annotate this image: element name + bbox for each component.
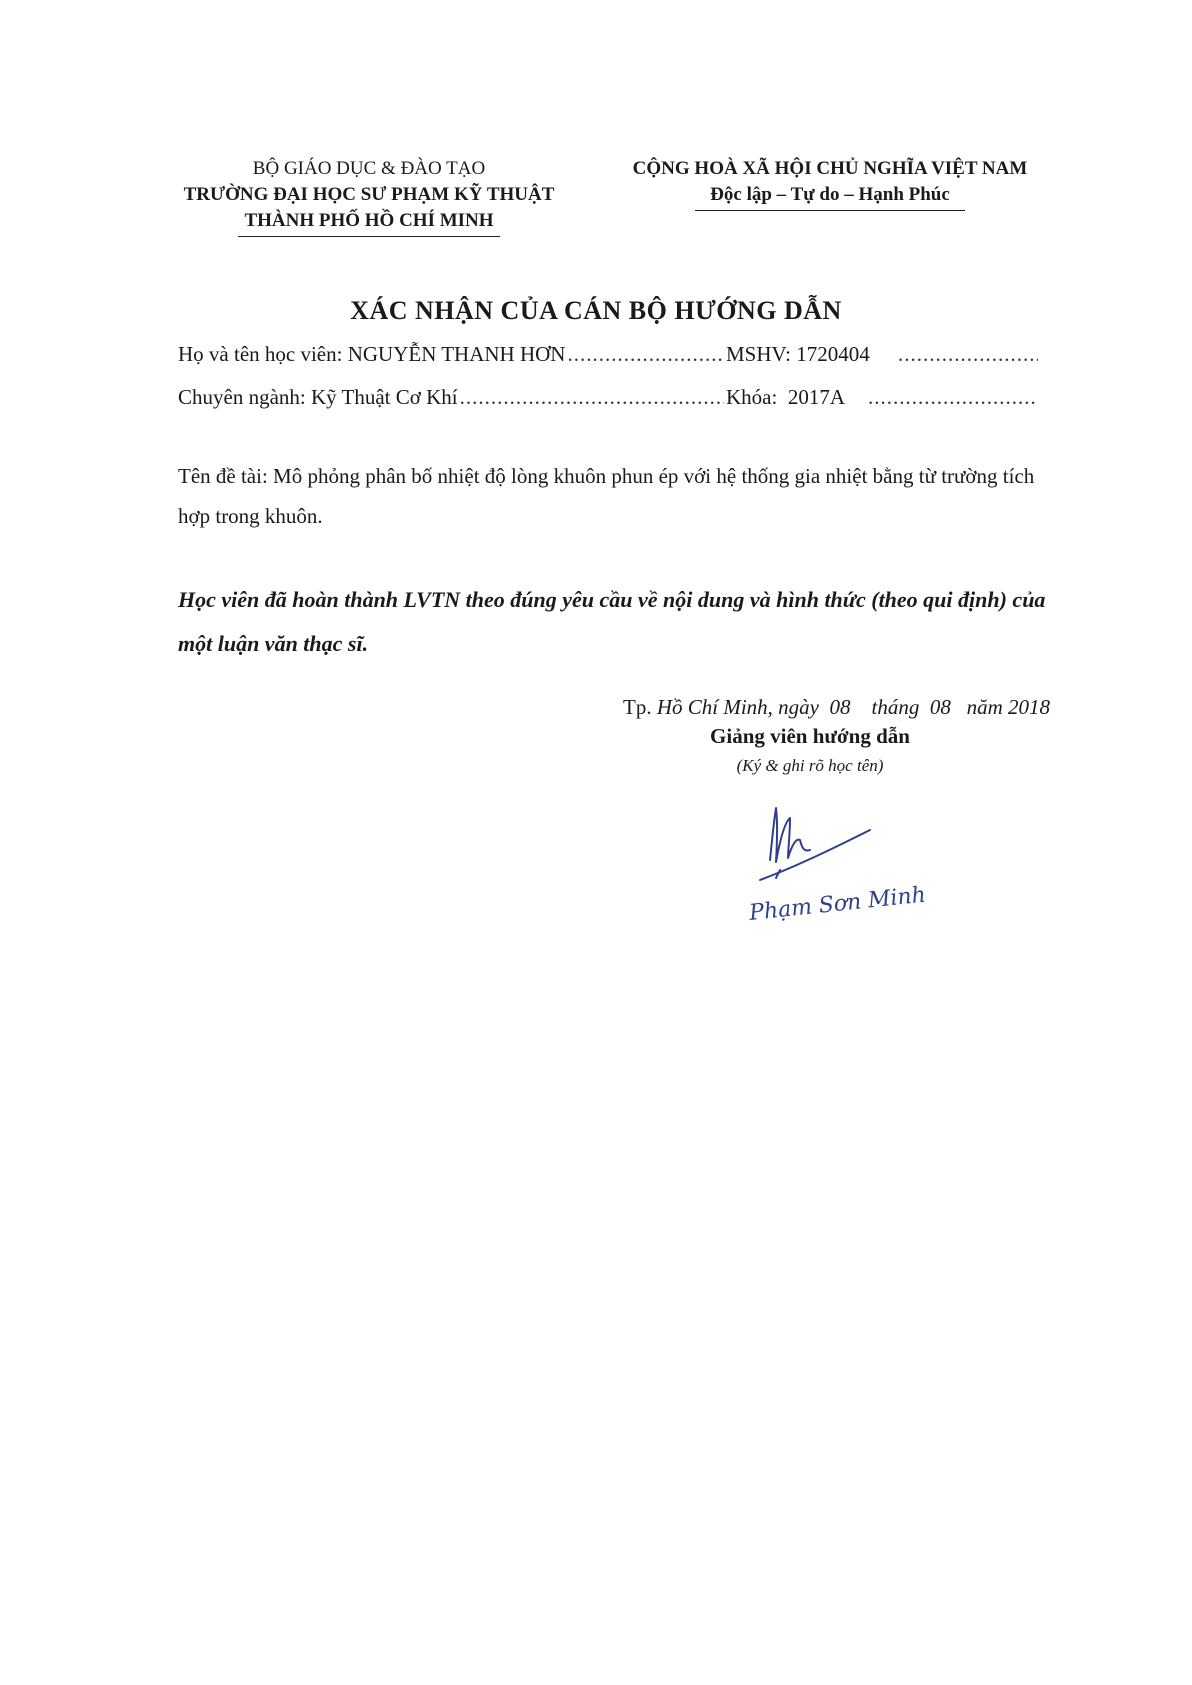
course-label: Khóa: xyxy=(726,385,778,409)
student-name-value: NGUYỄN THANH HƠN xyxy=(347,342,566,366)
completion-statement: Học viên đã hoàn thành LVTN theo đúng yêu cầu về nội dung và hình thức (theo qui định) của một luận văn thạc sĩ. xyxy=(178,587,1046,656)
university-city: THÀNH PHỐ HỒ CHÍ MINH xyxy=(244,210,494,231)
advisor-signature xyxy=(730,800,930,940)
signature-note: (Ký & ghi rõ học tên) xyxy=(736,756,884,775)
date-year: 2018 xyxy=(1008,695,1050,719)
date-city: Hồ Chí Minh, ngày xyxy=(656,695,819,719)
student-id-value: 1720404 xyxy=(796,342,870,366)
date-month: 08 xyxy=(929,695,951,719)
student-info-row xyxy=(178,340,1040,368)
date-year-label: năm xyxy=(966,695,1003,719)
ministry-name: BỘ GIÁO DỤC & ĐÀO TẠO xyxy=(252,158,486,179)
dot-leader xyxy=(460,383,724,411)
national-motto: Độc lập – Tự do – Hạnh Phúc xyxy=(710,184,950,205)
country-name: CỘNG HOÀ XÃ HỘI CHỦ NGHĨA VIỆT NAM xyxy=(632,158,1028,179)
major-value: Kỹ Thuật Cơ Khí xyxy=(310,385,458,409)
topic-value: Mô phỏng phân bố nhiệt độ lòng khuôn phun ép với hệ thống gia nhiệt bằng từ trường tích hợp trong khuôn. xyxy=(178,464,1035,528)
document-title: XÁC NHẬN CỦA CÁN BỘ HƯỚNG DẪN xyxy=(350,296,842,325)
dot-leader xyxy=(868,383,1038,411)
dot-leader xyxy=(898,340,1038,368)
program-info-row xyxy=(178,383,1040,411)
course-value: 2017A xyxy=(787,385,845,409)
student-name-label: Họ và tên học viên: xyxy=(178,342,343,366)
student-id-label: MSHV: xyxy=(726,342,791,366)
major-label: Chuyên ngành: xyxy=(178,385,306,409)
date-day: 08 xyxy=(829,695,851,719)
ministry-header-rule xyxy=(238,236,500,237)
date-line xyxy=(540,695,1050,720)
date-prefix: Tp. xyxy=(623,695,652,719)
advisor-role: Giảng viên hướng dẫn xyxy=(710,724,910,748)
signature-name: Phạm Sơn Minh xyxy=(748,882,927,926)
university-name: TRƯỜNG ĐẠI HỌC SƯ PHẠM KỸ THUẬT xyxy=(183,184,555,205)
national-header xyxy=(620,156,1040,211)
date-month-label: tháng xyxy=(871,695,920,719)
dot-leader xyxy=(567,340,724,368)
ministry-header xyxy=(178,156,560,237)
national-header-rule xyxy=(695,210,965,211)
thesis-topic xyxy=(178,456,1040,536)
topic-label: Tên đề tài: xyxy=(178,464,268,488)
